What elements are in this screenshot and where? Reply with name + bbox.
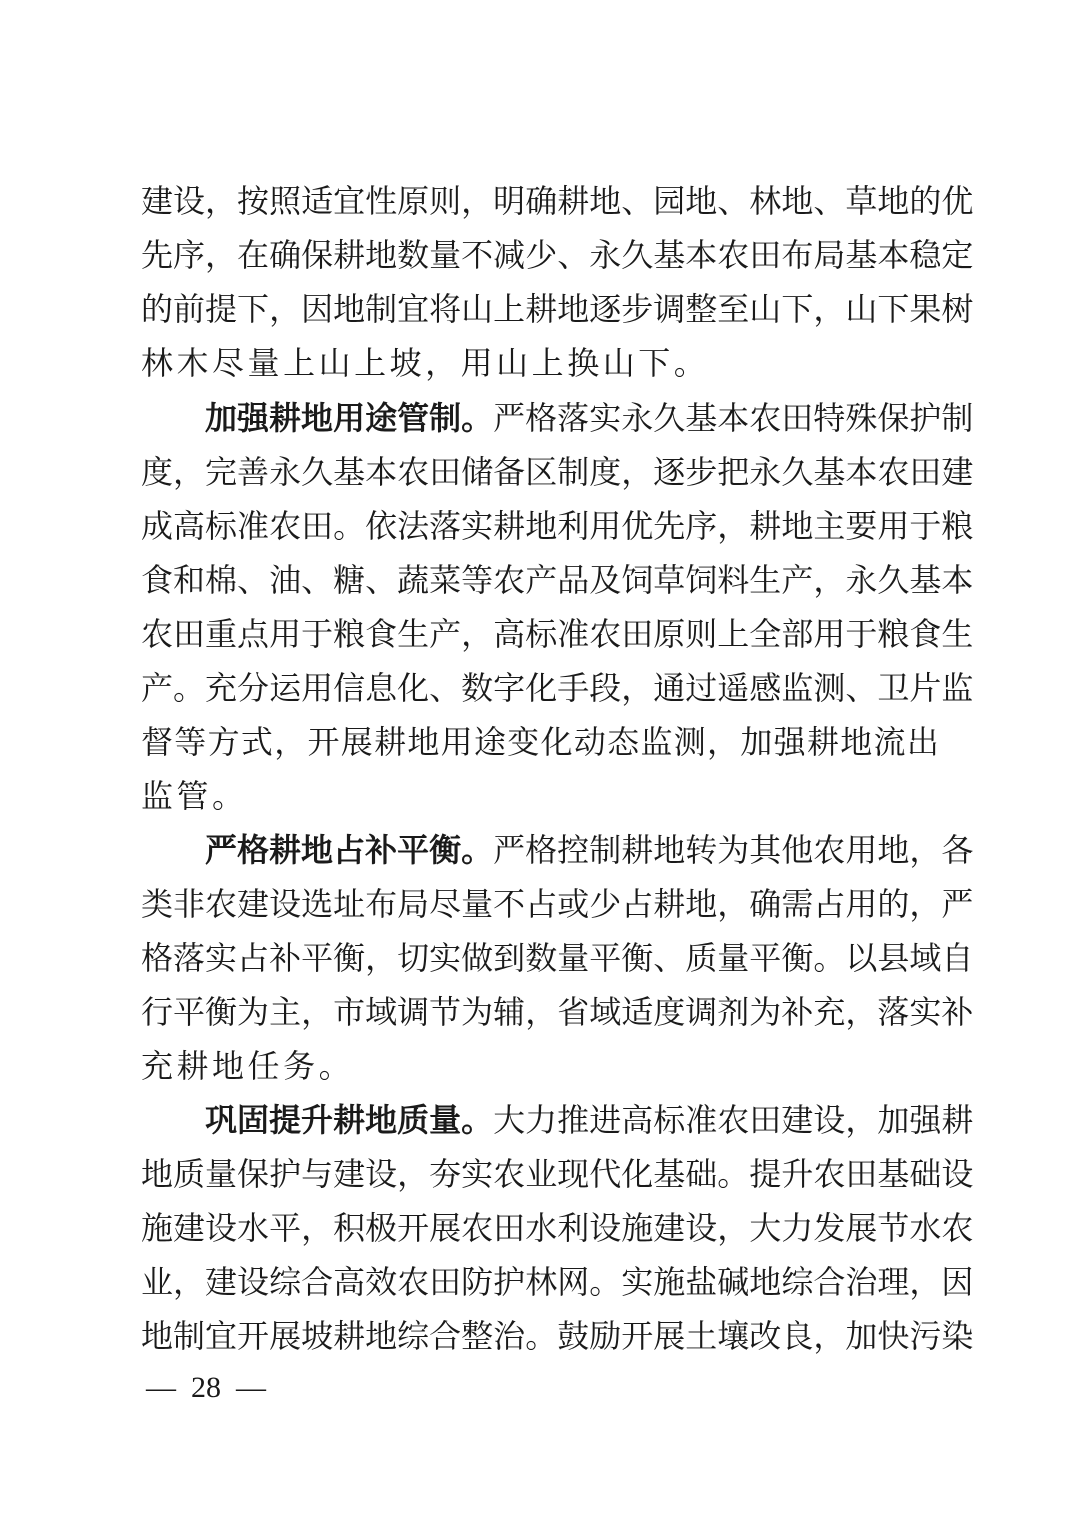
paragraph-2-line-4: 食 和 棉 、 油 、 糖 、 蔬 菜 等 农 产 品 及 饲 草 饲 料 生 产 ， 永 久 基 本 xyxy=(141,561,974,599)
paragraph-4-line-1: 巩 固 提 升 耕 地 质 量 。 大 力 推 进 高 标 准 农 田 建 设 ， 加 强 耕 xyxy=(205,1101,974,1139)
paragraph-2-line-7: 督 等 方 式 ， 开 展 耕 地 用 途 变 化 动 态 监 测 ， 加 强 耕 地 流 出 xyxy=(141,723,939,761)
paragraph-1-line-4: 林 木 尽 量 上 山 上 坡 ， 用 山 上 换 山 下 。 xyxy=(141,344,706,382)
paragraph-4-line-4: 业 ， 建 设 综 合 高 效 农 田 防 护 林 网 。 实 施 盐 碱 地 综 合 治 理 ， 因 xyxy=(141,1263,974,1301)
paragraph-1-line-1: 建 设 ， 按 照 适 宜 性 原 则 ， 明 确 耕 地 、 园 地 、 林 地 、 草 地 的 优 xyxy=(141,182,974,220)
paragraph-4-line-2: 地 质 量 保 护 与 建 设 ， 夯 实 农 业 现 代 化 基 础 。 提 升 农 田 基 础 设 xyxy=(141,1155,974,1193)
paragraph-4-line-3: 施 建 设 水 平 ， 积 极 开 展 农 田 水 利 设 施 建 设 ， 大 力 发 展 节 水 农 xyxy=(141,1209,974,1247)
paragraph-2-line-3: 成 高 标 准 农 田 。 依 法 落 实 耕 地 利 用 优 先 序 ， 耕 地 主 要 用 于 粮 xyxy=(141,507,974,545)
page-number: — 28 — xyxy=(146,1371,266,1404)
paragraph-2-line-1: 加 强 耕 地 用 途 管 制 。 严 格 落 实 永 久 基 本 农 田 特 殊 保 护 制 xyxy=(205,399,974,437)
paragraph-2-line-2: 度 ， 完 善 永 久 基 本 农 田 储 备 区 制 度 ， 逐 步 把 永 久 基 本 农 田 建 xyxy=(141,453,974,491)
paragraph-1-line-2: 先 序 ， 在 确 保 耕 地 数 量 不 减 少 、 永 久 基 本 农 田 布 局 基 本 稳 定 xyxy=(141,236,974,274)
paragraph-2-line-8: 监 管 。 xyxy=(141,777,245,815)
paragraph-3-line-2: 类 非 农 建 设 选 址 布 局 尽 量 不 占 或 少 占 耕 地 ， 确 需 占 用 的 ， 严 xyxy=(141,885,974,923)
paragraph-2-line-6: 产 。 充 分 运 用 信 息 化 、 数 字 化 手 段 ， 通 过 遥 感 监 测 、 卫 片 监 xyxy=(141,669,974,707)
paragraph-3-line-4: 行 平 衡 为 主 ， 市 域 调 节 为 辅 ， 省 域 适 度 调 剂 为 补 充 ， 落 实 补 xyxy=(141,993,974,1031)
paragraph-3-line-1: 严 格 耕 地 占 补 平 衡 。 严 格 控 制 耕 地 转 为 其 他 农 用 地 ， 各 xyxy=(205,831,974,869)
paragraph-2-line-5: 农 田 重 点 用 于 粮 食 生 产 ， 高 标 准 农 田 原 则 上 全 部 用 于 粮 食 生 xyxy=(141,615,974,653)
paragraph-3-line-5: 充 耕 地 任 务 。 xyxy=(141,1047,351,1085)
paragraph-3-line-3: 格 落 实 占 补 平 衡 ， 切 实 做 到 数 量 平 衡 、 质 量 平 衡 。 以 县 域 自 xyxy=(141,939,974,977)
paragraph-4-line-5: 地 制 宜 开 展 坡 耕 地 综 合 整 治 。 鼓 励 开 展 土 壤 改 良 ， 加 快 污 染 xyxy=(141,1317,974,1355)
paragraph-1-line-3: 的 前 提 下 ， 因 地 制 宜 将 山 上 耕 地 逐 步 调 整 至 山 下 ， 山 下 果 树 xyxy=(141,290,974,328)
